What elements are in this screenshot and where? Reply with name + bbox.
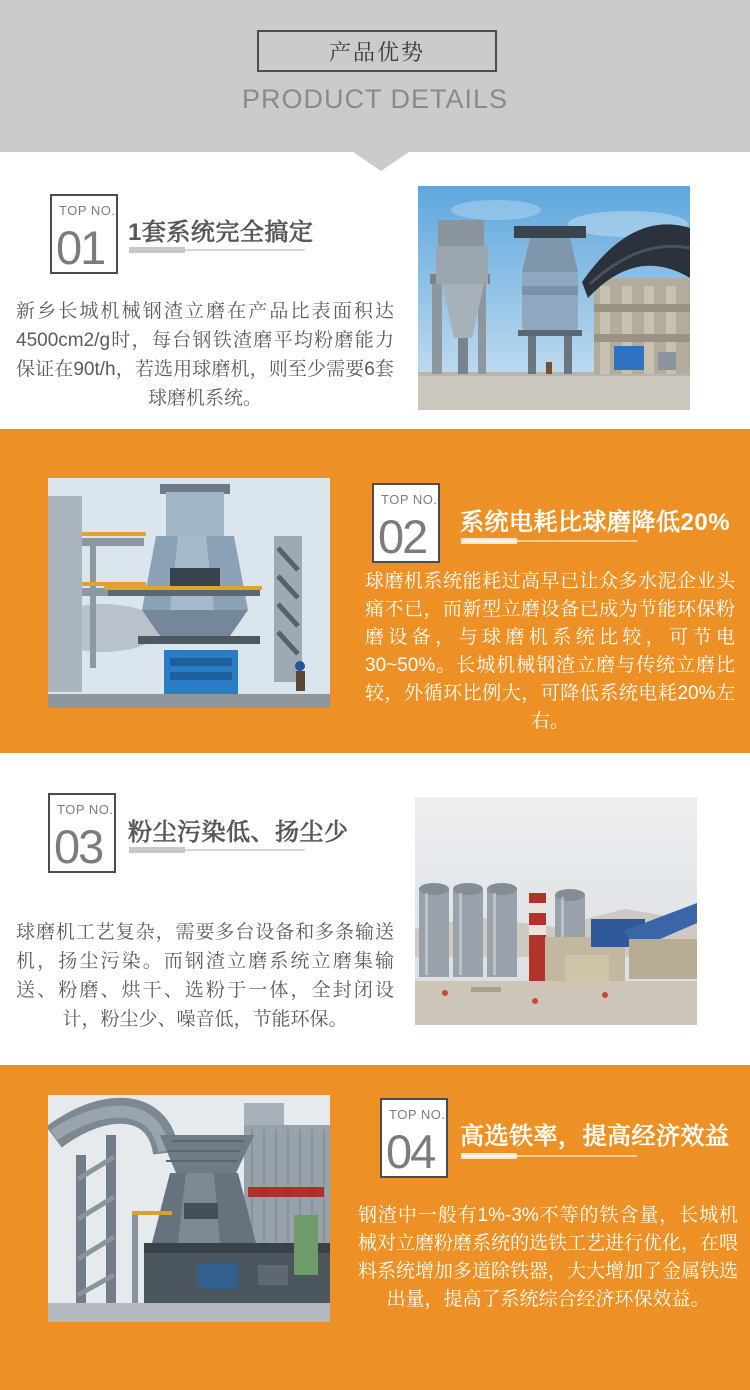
rank-badge-number: 01 bbox=[56, 221, 105, 274]
rank-badge-number: 03 bbox=[54, 820, 103, 873]
rank-badge-label: TOP NO. bbox=[381, 492, 438, 507]
page-title: 产品优势 bbox=[328, 39, 425, 65]
rank-badge-04 bbox=[380, 1098, 448, 1178]
rank-badge-number: 04 bbox=[386, 1125, 435, 1178]
chevron-down-icon bbox=[353, 152, 409, 171]
feature-body-2: 球磨机系统能耗过高早已让众多水泥企业头痛不已，而新型立磨设备已成为节能环保粉磨设备，与球磨机系统比较，可节电30~50%。长城机械钢渣立磨与传统立磨比较，外循环比例大，可降低系统电耗20%左右。 bbox=[365, 571, 735, 732]
feature-title-4: 高选铁率，提高经济效益 bbox=[460, 1123, 730, 1150]
factory-illustration-4 bbox=[48, 1095, 330, 1322]
plant-photo-2 bbox=[48, 478, 330, 708]
factory-illustration-1 bbox=[418, 186, 690, 410]
plant-photo-1 bbox=[418, 186, 690, 410]
page-subtitle: PRODUCT DETAILS bbox=[241, 84, 509, 114]
factory-illustration-2 bbox=[48, 478, 330, 708]
title-underline bbox=[129, 249, 305, 251]
feature-body-1: 新乡长城机械钢渣立磨在产品比表面积达4500cm2/g时，每台钢铁渣磨平均粉磨能力保证在90t/h，若选用球磨机，则至少需要6套球磨机系统。 bbox=[16, 301, 394, 409]
feature-body-3: 球磨机工艺复杂，需要多台设备和多条输送机，扬尘污染。而钢渣立磨系统立磨集输送、粉磨、烘干、选粉于一体，全封闭设计，粉尘少、噪音低，节能环保。 bbox=[16, 922, 394, 1030]
title-underline bbox=[129, 849, 305, 851]
plant-photo-4 bbox=[48, 1095, 330, 1322]
rank-badge-01 bbox=[50, 194, 118, 274]
feature-title-3: 粉尘污染低、扬尘少 bbox=[128, 819, 349, 846]
section-title-box bbox=[257, 30, 497, 72]
rank-badge-label: TOP NO. bbox=[59, 203, 116, 218]
rank-badge-02 bbox=[372, 483, 440, 563]
rank-badge-label: TOP NO. bbox=[57, 802, 114, 817]
title-underline bbox=[461, 540, 637, 542]
rank-badge-03 bbox=[48, 793, 116, 873]
feature-body-4: 钢渣中一般有1%-3%不等的铁含量，长城机械对立磨粉磨系统的选铁工艺进行优化，在喂料系统增加多道除铁器，大大增加了金属铁选出量，提高了系统综合经济环保效益。 bbox=[358, 1205, 739, 1310]
rank-badge-label: TOP NO. bbox=[389, 1107, 446, 1122]
plant-photo-3 bbox=[415, 797, 697, 1025]
factory-illustration-3 bbox=[415, 797, 697, 1025]
rank-badge-number: 02 bbox=[378, 510, 427, 563]
title-underline bbox=[461, 1155, 637, 1157]
page-header bbox=[0, 0, 750, 152]
feature-title-2: 系统电耗比球磨降低20% bbox=[460, 509, 731, 536]
feature-title-1: 1套系统完全搞定 bbox=[128, 219, 314, 246]
